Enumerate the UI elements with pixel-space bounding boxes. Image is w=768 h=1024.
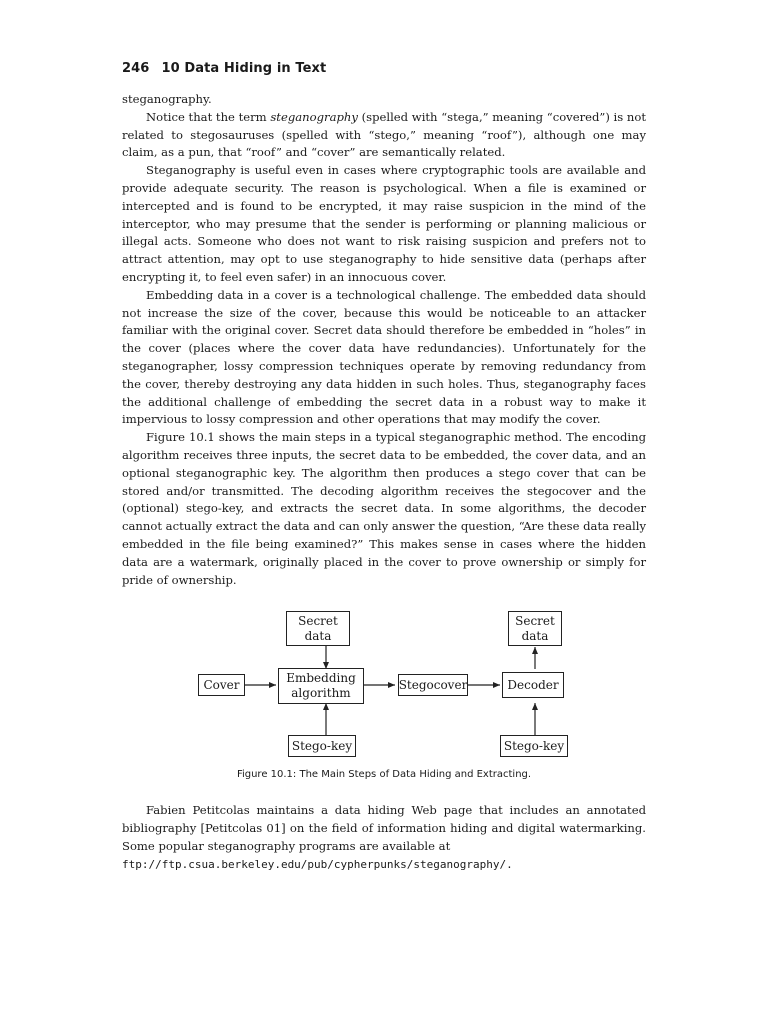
emphasized-term: steganography bbox=[270, 109, 358, 124]
box-stegocover: Stegocover bbox=[398, 674, 468, 696]
box-secret-data-input: Secret data bbox=[286, 611, 350, 646]
paragraph-figure-description: Figure 10.1 shows the main steps in a typical steganographic method. The encoding algorithm receives three inputs, the secret data to be embedded, the cover data, and an optional steganographic key. The algorithm then produces a stego cover that can be stored and/or transmitted. The decoding algorithm receives the stegocover and the (optional) stego-key, and extracts the secret data. In some algorithms, the decoder cannot actually extract the data and can only answer the question, “Are these data really embedded in the file being examined?” This makes sense in cases where the hidden data are a watermark, originally placed in the cover to prove ownership or simply for pride of ownership. bbox=[122, 430, 646, 587]
paragraph-psychology: Steganography is useful even in cases where cryptographic tools are available and provide adequate security. The reason is psychological. When a file is examined or intercepted and is found to be encrypted, it may raise suspicion in the mind of the interceptor, who may presume that the sender is performing or planning malicious or illegal acts. Someone who does not want to risk raising suspicion and prefers not to attract attention, may opt to use steganography to hide sensitive data (perhaps after encrypting it, to feel even safer) in an innocuous cover. bbox=[122, 163, 646, 284]
box-decoder: Decoder bbox=[502, 672, 564, 698]
box-stego-key-decoder: Stego-key bbox=[500, 735, 568, 757]
book-page bbox=[122, 60, 646, 874]
paragraph-term-note-after: (spelled with “stega,” meaning “covered”) is not related to stegosauruses (spelled with “stego,” meaning “roof”), although one may claim, as a pun, that “roof” and “cover” are semantically related. bbox=[122, 109, 646, 160]
closing-text bbox=[122, 802, 646, 873]
box-cover: Cover bbox=[198, 674, 245, 696]
ftp-url: ftp://ftp.csua.berkeley.edu/pub/cypherpunks/steganography/. bbox=[122, 857, 513, 871]
figure-data-hiding-diagram bbox=[122, 611, 646, 753]
paragraph-term-note-before: Notice that the term bbox=[146, 109, 271, 124]
running-head bbox=[122, 60, 646, 78]
chapter-title: 10 Data Hiding in Text bbox=[161, 61, 327, 76]
box-embedding-algorithm: Embedding algorithm bbox=[278, 668, 364, 704]
figure-caption: Figure 10.1: The Main Steps of Data Hiding and Extracting. bbox=[236, 769, 532, 781]
box-stego-key-encoder: Stego-key bbox=[288, 735, 356, 757]
body-text bbox=[122, 91, 646, 589]
paragraph-embedding-challenge: Embedding data in a cover is a technological challenge. The embedded data should not increase the size of the cover, because this would be noticeable to an attacker familiar with the original cover. Secret data should therefore be embedded in “holes” in the cover (places where the cover data have redundancies). Unfortunately for the steganographer, lossy compression techniques operate by removing redundancy from the cover, thereby destroying any data hidden in such holes. Thus, steganography faces the additional challenge of embedding the secret data in a robust way to make it impervious to lossy compression and other operations that may modify the cover. bbox=[122, 287, 646, 427]
paragraph-continuation: steganography. bbox=[122, 92, 212, 106]
paragraph-petitcolas: Fabien Petitcolas maintains a data hiding Web page that includes an annotated bibliography [Petitcolas 01] on the field of information hiding and digital watermarking. Some popular steganography programs are available at bbox=[122, 803, 646, 853]
page-number: 246 bbox=[122, 61, 150, 76]
paragraph-term-note bbox=[122, 109, 646, 162]
box-secret-data-output: Secret data bbox=[508, 611, 562, 646]
